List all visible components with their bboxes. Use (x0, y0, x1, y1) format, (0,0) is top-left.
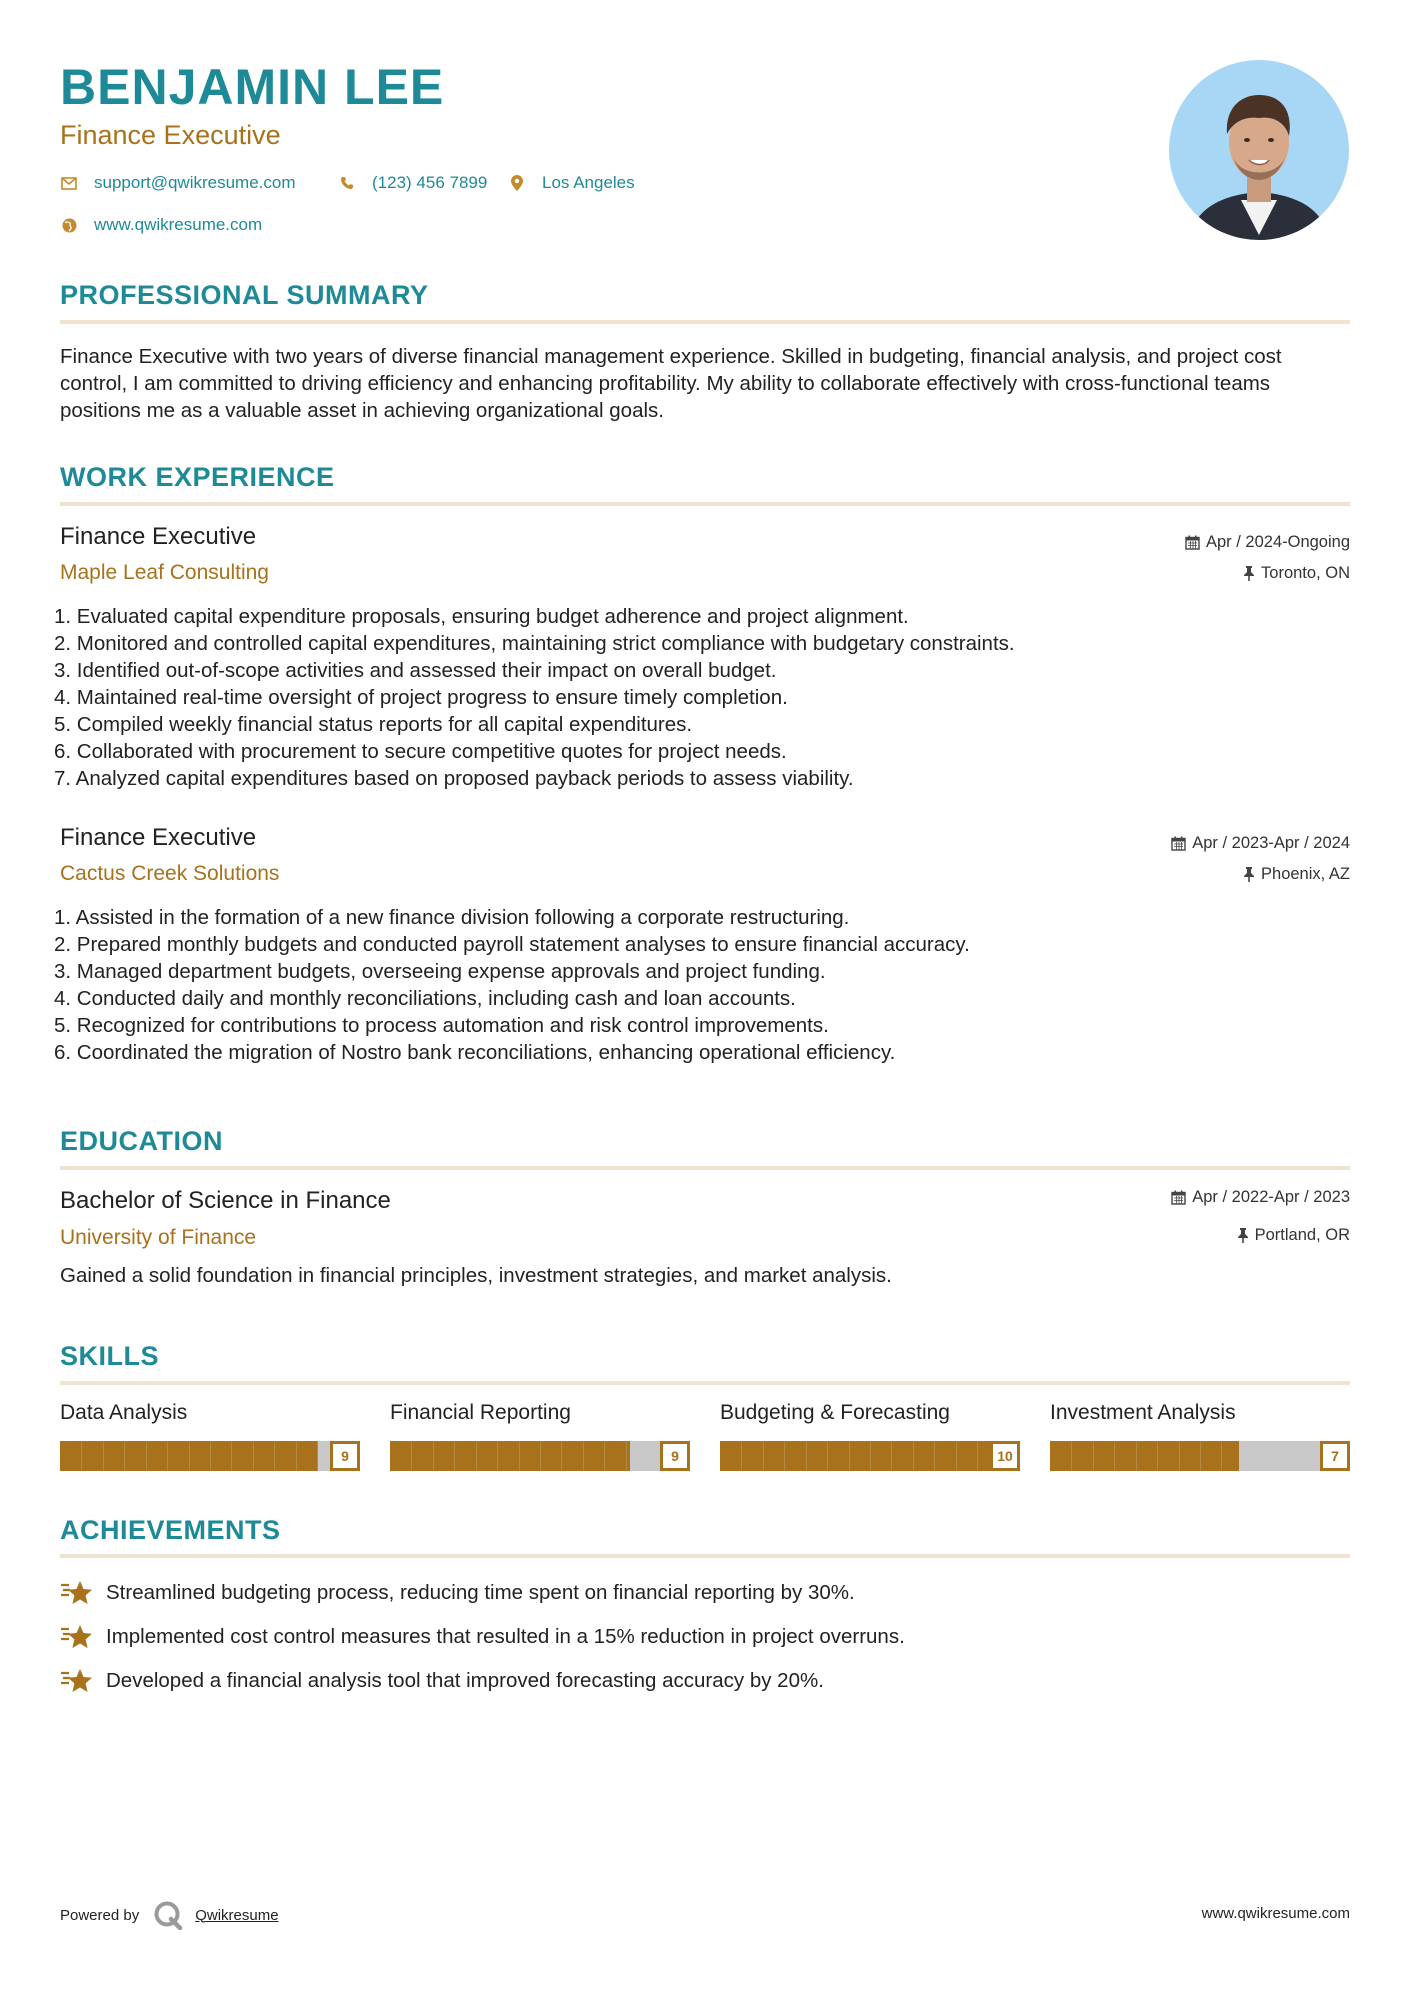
achievement-text: Developed a financial analysis tool that improved forecasting accuracy by 20%. (106, 1669, 824, 1692)
job-location-text: Toronto, ON (1261, 564, 1350, 582)
skill-segment-divider (891, 1441, 892, 1471)
footer-powered-by (60, 1900, 279, 1930)
job-bullets (54, 904, 970, 1066)
job-company: Cactus Creek Solutions (60, 862, 280, 885)
skill-bar (60, 1441, 360, 1471)
job-bullets (54, 603, 1015, 792)
education-dates (1171, 1188, 1350, 1207)
job-dates-text: Apr / 2023-Apr / 2024 (1192, 834, 1350, 852)
job-dates (1185, 533, 1350, 552)
skill-segment-divider (519, 1441, 520, 1471)
school-name: University of Finance (60, 1226, 257, 1249)
skill-segment-divider (1071, 1441, 1072, 1471)
skill-segment-divider (806, 1441, 807, 1471)
contact-website[interactable] (60, 215, 262, 235)
map-pin-icon (508, 174, 526, 192)
job-location (1243, 564, 1350, 583)
skill-segment-divider (956, 1441, 957, 1471)
skill-segment-divider (253, 1441, 254, 1471)
star-icon (60, 1622, 94, 1652)
email-text: support@qwikresume.com (94, 173, 296, 192)
skill-level-badge: 9 (330, 1441, 360, 1471)
education-dates-text: Apr / 2022-Apr / 2023 (1192, 1188, 1350, 1206)
calendar-icon (1171, 836, 1186, 851)
job-dates-text: Apr / 2024-Ongoing (1205, 533, 1350, 551)
skill-segment-divider (454, 1441, 455, 1471)
skill-fill (390, 1441, 630, 1471)
phone-icon (338, 174, 356, 192)
skill-segment-divider (210, 1441, 211, 1471)
achievement-text: Streamlined budgeting process, reducing time spent on financial reporting by 30%. (106, 1581, 855, 1604)
star-icon (60, 1666, 94, 1696)
skill-segment-divider (146, 1441, 147, 1471)
skill-segment-divider (827, 1441, 828, 1471)
skill-item (390, 1401, 690, 1471)
skill-item (720, 1401, 1020, 1471)
qwikresume-link[interactable]: Qwikresume (195, 1906, 279, 1924)
job-dates (1171, 834, 1350, 853)
list-item: 5. Compiled weekly financial status reports for all capital expenditures. (54, 713, 693, 736)
skill-bar (1050, 1441, 1350, 1471)
skill-segment-divider (977, 1441, 978, 1471)
skill-segment-divider (934, 1441, 935, 1471)
globe-icon (60, 216, 78, 234)
job-location-text: Phoenix, AZ (1261, 865, 1350, 883)
pushpin-icon (1243, 566, 1255, 581)
achievement-item (60, 1578, 855, 1608)
skill-label: Data Analysis (60, 1401, 188, 1424)
education-heading: EDUCATION (60, 1126, 223, 1156)
skill-segment-divider (124, 1441, 125, 1471)
skill-segment-divider (540, 1441, 541, 1471)
skill-segment-divider (870, 1441, 871, 1471)
list-item: 4. Maintained real-time oversight of project progress to ensure timely completion. (54, 686, 788, 709)
skill-segment-divider (231, 1441, 232, 1471)
section-divider (60, 320, 1350, 324)
list-item: 2. Monitored and controlled capital expenditures, maintaining strict compliance with budgetary constraints. (54, 632, 1015, 655)
education-location-text: Portland, OR (1254, 1226, 1350, 1244)
job-title: Finance Executive (60, 824, 257, 851)
calendar-icon (1185, 535, 1200, 550)
skill-label: Financial Reporting (390, 1401, 571, 1424)
skill-level-badge: 9 (660, 1441, 690, 1471)
list-item: 2. Prepared monthly budgets and conducted payroll statement analyses to ensure financial accuracy. (54, 933, 970, 956)
summary-text: Finance Executive with two years of diverse financial management experience. Skilled in budgeting, financial analysis, and project cost control, I am committed to driving efficiency and enhancing profitability. My ability to collaborate effectively with cross-functional teams positions me as a valuable asset in achieving organizational goals. (60, 345, 1282, 422)
skill-segment-divider (1200, 1441, 1201, 1471)
skill-segment-divider (913, 1441, 914, 1471)
skill-segment-divider (103, 1441, 104, 1471)
website-text: www.qwikresume.com (94, 215, 263, 234)
skill-item (60, 1401, 360, 1471)
list-item: 3. Identified out-of-scope activities and assessed their impact on overall budget. (54, 659, 777, 682)
achievements-heading: ACHIEVEMENTS (60, 1515, 281, 1545)
list-item: 4. Conducted daily and monthly reconciliations, including cash and loan accounts. (54, 987, 796, 1010)
list-item: 1. Evaluated capital expenditure proposals, ensuring budget adherence and project alignment. (54, 605, 909, 628)
achievement-item (60, 1666, 824, 1696)
candidate-name: BENJAMIN LEE (60, 59, 445, 115)
list-item: 5. Recognized for contributions to process automation and risk control improvements. (54, 1014, 829, 1037)
skill-item (1050, 1401, 1350, 1471)
list-item: 6. Coordinated the migration of Nostro bank reconciliations, enhancing operational efficiency. (54, 1041, 896, 1064)
achievement-item (60, 1622, 905, 1652)
star-icon (60, 1578, 94, 1608)
skill-segment-divider (604, 1441, 605, 1471)
skill-bar (720, 1441, 1020, 1471)
skill-segment-divider (561, 1441, 562, 1471)
skill-segment-divider (317, 1441, 318, 1471)
skill-segment-divider (626, 1441, 627, 1471)
phone-text: (123) 456 7899 (372, 173, 488, 192)
skill-segment-divider (274, 1441, 275, 1471)
skill-segment-divider (167, 1441, 168, 1471)
pushpin-icon (1237, 1228, 1249, 1243)
list-item: 7. Analyzed capital expenditures based on proposed payback periods to assess viability. (54, 767, 854, 790)
skill-segment-divider (497, 1441, 498, 1471)
contact-phone[interactable] (338, 173, 487, 193)
degree-title: Bachelor of Science in Finance (60, 1187, 391, 1214)
section-divider (60, 1166, 1350, 1170)
job-company: Maple Leaf Consulting (60, 561, 269, 584)
skill-segment-divider (763, 1441, 764, 1471)
calendar-icon (1171, 1190, 1186, 1205)
skill-segment-divider (583, 1441, 584, 1471)
profile-photo (1169, 60, 1349, 240)
skill-segment-divider (1136, 1441, 1137, 1471)
envelope-icon (60, 174, 78, 192)
skill-segment-divider (1179, 1441, 1180, 1471)
list-item: 1. Assisted in the formation of a new finance division following a corporate restructuring. (54, 906, 850, 929)
skill-segment-divider (1157, 1441, 1158, 1471)
job-title: Finance Executive (60, 523, 257, 550)
skill-segment-divider (1221, 1441, 1222, 1471)
location-text: Los Angeles (542, 173, 635, 192)
skill-fill (1050, 1441, 1239, 1471)
skill-segment-divider (1114, 1441, 1115, 1471)
education-description: Gained a solid foundation in financial principles, investment strategies, and market analysis. (60, 1264, 892, 1287)
achievement-text: Implemented cost control measures that resulted in a 15% reduction in project overruns. (106, 1625, 905, 1648)
skill-level-badge: 7 (1320, 1441, 1350, 1471)
section-divider (60, 502, 1350, 506)
skill-segment-divider (81, 1441, 82, 1471)
contact-email[interactable] (60, 173, 296, 193)
skill-segment-divider (296, 1441, 297, 1471)
skills-heading: SKILLS (60, 1341, 160, 1371)
qwikresume-logo-icon (153, 1900, 183, 1930)
education-location (1237, 1226, 1350, 1245)
skill-segment-divider (1093, 1441, 1094, 1471)
section-divider (60, 1554, 1350, 1558)
list-item: 6. Collaborated with procurement to secure competitive quotes for project needs. (54, 740, 787, 763)
summary-heading: PROFESSIONAL SUMMARY (60, 280, 429, 310)
footer-website-link[interactable]: www.qwikresume.com (1201, 1905, 1350, 1922)
powered-by-label: Powered by (60, 1906, 140, 1924)
skill-segment-divider (784, 1441, 785, 1471)
skill-segment-divider (433, 1441, 434, 1471)
skill-segment-divider (189, 1441, 190, 1471)
skill-label: Investment Analysis (1050, 1401, 1236, 1424)
contact-location (508, 173, 635, 193)
skill-segment-divider (476, 1441, 477, 1471)
section-divider (60, 1381, 1350, 1385)
skill-label: Budgeting & Forecasting (720, 1401, 950, 1424)
skill-segment-divider (849, 1441, 850, 1471)
pushpin-icon (1243, 867, 1255, 882)
list-item: 3. Managed department budgets, overseeing expense approvals and project funding. (54, 960, 826, 983)
job-location (1243, 865, 1350, 884)
skill-bar (390, 1441, 690, 1471)
skill-segment-divider (411, 1441, 412, 1471)
skill-level-badge: 10 (990, 1441, 1020, 1471)
skill-segment-divider (741, 1441, 742, 1471)
work-heading: WORK EXPERIENCE (60, 462, 335, 492)
candidate-role: Finance Executive (60, 120, 281, 150)
